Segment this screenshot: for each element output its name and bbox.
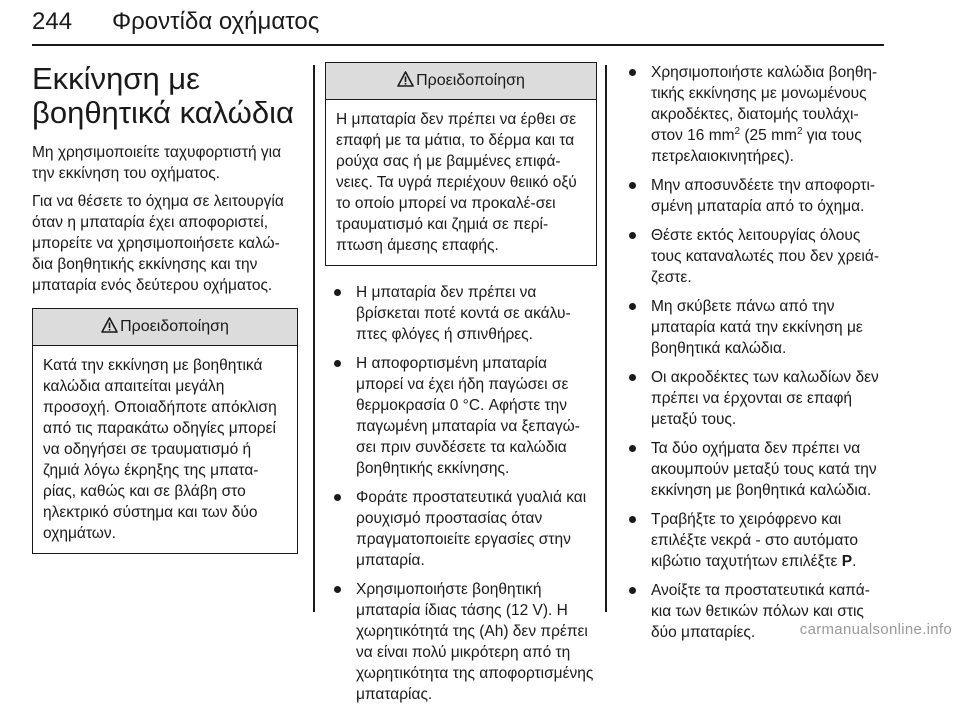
list-item	[620, 509, 890, 572]
warning-icon	[101, 311, 118, 347]
list-item-text: Μη σκύβετε πάνω από την μπαταρία κατά την εκκίνηση με βοηθητικά καλώδια.	[651, 298, 863, 357]
list-item-text: Φοράτε προστατευτικά γυαλιά και ρουχισμό προστασίας όταν πραγματοποιείτε εργασίες στην μπαταρία.	[356, 489, 587, 569]
warning-icon	[397, 65, 414, 101]
list-item	[620, 296, 890, 359]
bullet-dot	[629, 374, 636, 381]
bullet-dot	[629, 587, 636, 594]
bullet-dot	[334, 586, 341, 593]
list-item-text: Η αποφορτισμένη μπαταρία μπορεί να έχει ήδη παγώσει σε θερμοκρασία 0 °C. Αφήστε την παγωμένη μπαταρία να ξεπαγώ-σει πριν συνδέσετε τα καλώδια βοηθητικής εκκίνησης.	[356, 355, 580, 477]
list-item	[325, 579, 597, 705]
list-item	[620, 225, 890, 288]
chapter-title: Φροντίδα οχήματος	[112, 8, 320, 35]
bullet-dot	[629, 182, 636, 189]
column-right	[620, 62, 890, 651]
list-item-text: Μην αποσυνδέετε την αποφορτι-σμένη μπαταρία από το όχημα.	[651, 177, 876, 215]
bullet-dot	[629, 303, 636, 310]
watermark: carmanualsonline.info	[799, 621, 952, 638]
page-header	[32, 2, 884, 46]
warning-header	[326, 63, 596, 100]
column-divider-right	[605, 65, 607, 612]
list-item-text: .	[852, 553, 857, 570]
warning-text: Κατά την εκκίνηση με βοηθητικά καλώδια απαιτείται μεγάλη προσοχή. Οποιαδήποτε απόκλιση από τις παρακάτω οδηγίες μπορεί να οδηγήσει σε τραυματισμό ή ζημιά λόγω έκρηξης της μπατα-ρίας, καθώς και σε βλάβη στο ηλεκτρικό σύστημα και των δύο οχημάτων.	[43, 357, 277, 542]
superscript: 2	[734, 125, 741, 137]
page-number: 244	[32, 8, 73, 35]
bullet-dot	[629, 516, 636, 523]
warning-box	[325, 62, 597, 266]
list-item-text: (25 mm	[740, 127, 797, 144]
warning-text: Η μπαταρία δεν πρέπει να έρθει σε επαφή με τα μάτια, το δέρμα και τα ρούχα σας ή με βαμμένες επιφά-νειες. Τα υγρά περιέχουν θειικό οξύ το οποίο μπορεί να προκαλέ-σει τραυματισμό και ζημιά σε περί-πτωση άμεσης επαφής.	[336, 111, 577, 254]
warning-box	[32, 308, 298, 554]
list-item-text: Χρησιμοποιήστε καλώδια βοηθη-τικής εκκίνησης με μονωμένους ακροδέκτες, διατομής τουλάχι-στον 16 mm	[651, 64, 878, 144]
list-item-text: Χρησιμοποιήστε βοηθητική μπαταρία ίδιας τάσης (12 V). Η χωρητικότητά της (Ah) δεν πρέπει να είναι πολύ μικρότερη από τη χωρητικότητα της αποφορτισμένης μπαταρίας.	[356, 581, 594, 703]
column-middle	[325, 62, 597, 713]
bullet-dot	[629, 232, 636, 239]
paragraph: Για να θέσετε το όχημα σε λειτουργία όταν η μπαταρία έχει αποφοριστεί, μπορείτε να χρησιμοποιήσετε καλώ-δια βοηθητικής εκκίνησης και την μπαταρία ενός δεύτερου οχήματος.	[32, 193, 284, 294]
list-item-text: Τα δύο οχήματα δεν πρέπει να ακουμπούν μεταξύ τους κατά την εκκίνηση με βοηθητικά καλώδια.	[651, 440, 877, 499]
list-item	[325, 282, 597, 345]
bullet-dot	[334, 494, 341, 501]
superscript: 2	[796, 125, 803, 137]
section-heading: Εκκίνηση με βοηθητικά καλώδια	[32, 61, 294, 130]
warning-title: Προειδοποίηση	[416, 72, 525, 89]
list-item-text: Ανοίξτε τα προστατευτικά καπά-κια των θετικών πόλων και στις δύο μπαταρίες.	[651, 582, 870, 641]
bullet-list	[620, 62, 890, 643]
warning-header	[33, 309, 297, 346]
list-item	[325, 487, 597, 571]
warning-title: Προειδοποίηση	[120, 318, 229, 335]
gear-position-label: P	[841, 553, 853, 570]
column-left	[32, 62, 298, 564]
paragraph: Μη χρησιμοποιείτε ταχυφορτιστή για την εκκίνηση του οχήματος.	[32, 144, 282, 182]
list-item-text: Οι ακροδέκτες των καλωδίων δεν πρέπει να έρχονται σε επαφή μεταξύ τους.	[651, 369, 879, 428]
list-item	[620, 367, 890, 430]
list-item-text: Τραβήξτε το χειρόφρενο και επιλέξτε νεκρά - στο αυτόματο κιβώτιο ταχυτήτων επιλέξτε	[651, 511, 858, 570]
list-item-text: Η μπαταρία δεν πρέπει να βρίσκεται ποτέ κοντά σε ακάλυ-πτες φλόγες ή σπινθήρες.	[356, 284, 571, 343]
list-item-text: για τους πετρελαιοκινητήρες).	[651, 127, 862, 165]
bullet-dot	[629, 69, 636, 76]
bullet-dot	[334, 360, 341, 367]
column-divider-left	[313, 65, 315, 612]
list-item	[620, 62, 890, 167]
bullet-dot	[334, 289, 341, 296]
bullet-dot	[629, 445, 636, 452]
list-item-text: Θέστε εκτός λειτουργίας όλους τους καταναλωτές που δεν χρειά-ζεστε.	[651, 227, 879, 286]
list-item	[325, 353, 597, 479]
list-item	[620, 438, 890, 501]
list-item	[620, 175, 890, 217]
